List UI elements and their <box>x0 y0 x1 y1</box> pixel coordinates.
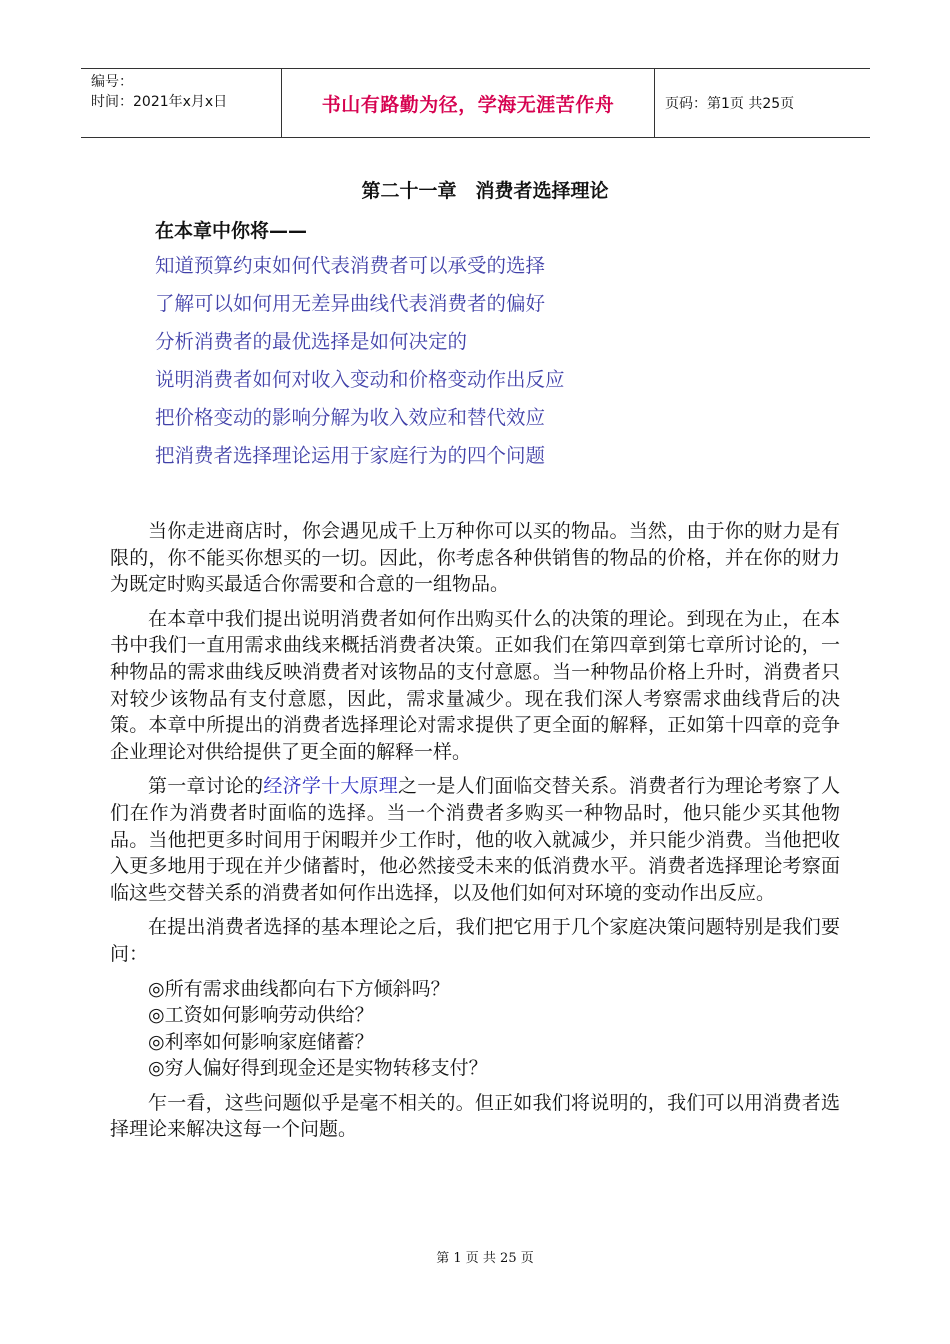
learning-goal: 分析消费者的最优选择是如何决定的 <box>155 330 468 353</box>
header-page-info: 页码：第1页 共25页 <box>665 96 795 112</box>
question-item: ◎工资如何影响劳动供给？ <box>148 1004 374 1027</box>
paragraph-3-rest: 之一是人们面临交替关系。消费者行为理论考察了人们在作为消费者时面临的选择。当一个消费者多购买一种物品时，他只能少买其他物品。当他把更多时间用于闲暇并少工作时，他的收入就减少，并只能少消费。当他把收入更多地用于现在并少储蓄时，他必然接受未来的低消费水平。消费者选择理论考察面临这些交替关系的消费者如何作出选择，以及他们如何对环境的变动作出反应。 <box>110 775 840 904</box>
document-number-label: 编号： <box>91 74 133 90</box>
chapter-title: 第二十一章 消费者选择理论 <box>361 180 609 202</box>
ten-principles-link[interactable]: 经济学十大原理 <box>263 775 398 798</box>
page-footer: 第 1 页 共 25 页 <box>436 1251 534 1266</box>
header-motto: 书山有路勤为径，学海无涯苦作舟 <box>282 69 655 137</box>
learning-goal: 说明消费者如何对收入变动和价格变动作出反应 <box>155 368 565 391</box>
paragraph-3 <box>110 773 840 906</box>
learning-goal: 把消费者选择理论运用于家庭行为的四个问题 <box>155 444 546 467</box>
paragraph-2: 在本章中我们提出说明消费者如何作出购买什么的决策的理论。到现在为止，在本书中我们一直用需求曲线来概括消费者决策。正如我们在第四章到第七章所讨论的，一种物品的需求曲线反映消费者对该物品的支付意愿。当一种物品价格上升时，消费者只对较少该物品有支付意愿，因此，需求量减少。现在我们深人考察需求曲线背后的决策。本章中所提出的消费者选择理论对需求提供了更全面的解释，正如第十四章的竞争企业理论对供给提供了更全面的解释一样。 <box>110 607 840 763</box>
paragraph-4: 在提出消费者选择的基本理论之后，我们把它用于几个家庭决策问题特别是我们要问： <box>110 916 840 965</box>
paragraph-5: 乍一看，这些问题似乎是毫不相关的。但正如我们将说明的，我们可以用消费者选择理论来解决这每一个问题。 <box>110 1091 840 1141</box>
document-time-label: 时间：2021年x月x日 <box>91 94 228 110</box>
question-item: ◎所有需求曲线都向右下方倾斜吗？ <box>148 977 450 1000</box>
learning-goal: 了解可以如何用无差异曲线代表消费者的偏好 <box>155 292 546 315</box>
chapter-intro: 在本章中你将—— <box>155 220 308 242</box>
question-list <box>110 976 840 1082</box>
learning-goal: 把价格变动的影响分解为收入效应和替代效应 <box>155 406 546 429</box>
header-meta <box>81 69 282 137</box>
body-text <box>110 518 840 1151</box>
learning-goal: 知道预算约束如何代表消费者可以承受的选择 <box>155 254 546 277</box>
question-item: ◎利率如何影响家庭储蓄？ <box>148 1030 374 1053</box>
paragraph-3-start: 第一章讨论的 <box>148 775 264 798</box>
paragraph-1: 当你走进商店时，你会遇见成千上万种你可以买的物品。当然，由于你的财力是有限的，你不能买你想买的一切。因此，你考虑各种供销售的物品的价格，并在你的财力为既定时购买最适合你需要和合意的一组物品。 <box>110 520 840 596</box>
page-header <box>81 68 870 138</box>
learning-goals-list <box>155 252 565 480</box>
question-item: ◎穷人偏好得到现金还是实物转移支付？ <box>148 1057 488 1080</box>
